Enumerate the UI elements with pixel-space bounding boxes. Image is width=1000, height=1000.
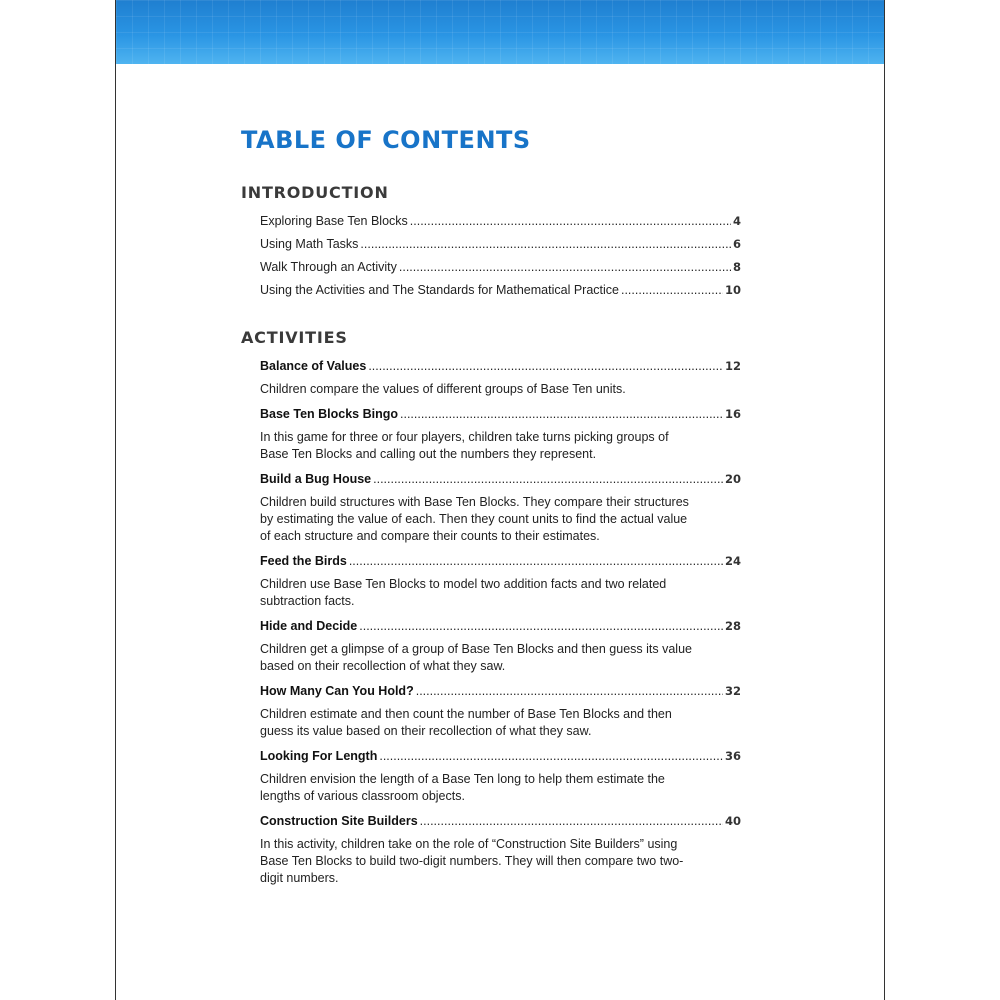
activity-entry bbox=[260, 407, 741, 463]
activity-title-row[interactable] bbox=[260, 619, 741, 639]
activity-title-row[interactable] bbox=[260, 359, 741, 379]
activity-page: 16 bbox=[724, 407, 741, 421]
activity-title-row[interactable] bbox=[260, 407, 741, 427]
toc-entry[interactable] bbox=[260, 237, 741, 260]
activity-title: Balance of Values bbox=[260, 359, 367, 373]
activity-description: Children get a glimpse of a group of Base Ten Blocks and then guess its value based on their recollection of what they saw. bbox=[260, 642, 692, 673]
activity-description: In this activity, children take on the role of “Construction Site Builders” using Base Ten Blocks to build two-digit numbers. They will then compare two two-digit numbers. bbox=[260, 837, 684, 885]
page-title: TABLE OF CONTENTS bbox=[241, 126, 531, 154]
activity-title-row[interactable] bbox=[260, 684, 741, 704]
activity-entry bbox=[260, 472, 741, 545]
dot-leader bbox=[360, 237, 731, 251]
toc-entry-page: 6 bbox=[732, 237, 741, 251]
activity-title: Feed the Birds bbox=[260, 554, 347, 568]
activity-title-row[interactable] bbox=[260, 472, 741, 492]
activity-page: 36 bbox=[724, 749, 741, 763]
activity-title: Base Ten Blocks Bingo bbox=[260, 407, 398, 421]
dot-leader bbox=[379, 749, 723, 763]
activities-heading: ACTIVITIES bbox=[241, 328, 348, 347]
activity-description: Children build structures with Base Ten Blocks. They compare their structures by estimating the value of each. Then they count units to find the actual value of each structure and compare their counts to their estimates. bbox=[260, 495, 689, 543]
activity-title: How Many Can You Hold? bbox=[260, 684, 414, 698]
activity-title-row[interactable] bbox=[260, 814, 741, 834]
activity-entry bbox=[260, 684, 741, 740]
document-page bbox=[115, 0, 885, 1000]
activity-description: Children use Base Ten Blocks to model two addition facts and two related subtraction facts. bbox=[260, 577, 667, 608]
dot-leader bbox=[410, 214, 731, 228]
activity-title-row[interactable] bbox=[260, 554, 741, 574]
activity-page: 20 bbox=[724, 472, 741, 486]
activities-list bbox=[260, 359, 741, 896]
activity-page: 40 bbox=[724, 814, 741, 828]
toc-entry-page: 8 bbox=[732, 260, 741, 274]
toc-entry[interactable] bbox=[260, 214, 741, 237]
activity-title: Build a Bug House bbox=[260, 472, 372, 486]
activity-entry bbox=[260, 359, 741, 398]
activity-title: Looking For Length bbox=[260, 749, 378, 763]
activity-description: In this game for three or four players, children take turns picking groups of Base Ten Blocks and calling out the numbers they represent. bbox=[260, 430, 669, 461]
dot-leader bbox=[400, 407, 723, 421]
toc-entry-title: Using the Activities and The Standards for Mathematical Practice bbox=[260, 283, 619, 297]
toc-entry-page: 10 bbox=[724, 283, 741, 297]
activity-entry bbox=[260, 814, 741, 887]
activity-title: Hide and Decide bbox=[260, 619, 358, 633]
dot-leader bbox=[399, 260, 731, 274]
activity-page: 24 bbox=[724, 554, 741, 568]
activity-entry bbox=[260, 619, 741, 675]
activity-description: Children estimate and then count the number of Base Ten Blocks and then guess its value based on their recollection of what they saw. bbox=[260, 707, 672, 738]
toc-entry[interactable] bbox=[260, 260, 741, 283]
activity-description: Children envision the length of a Base Ten long to help them estimate the lengths of various classroom objects. bbox=[260, 772, 665, 803]
dot-leader bbox=[420, 814, 723, 828]
toc-entry-page: 4 bbox=[732, 214, 741, 228]
dot-leader bbox=[349, 554, 723, 568]
activity-title-row[interactable] bbox=[260, 749, 741, 769]
introduction-list bbox=[260, 214, 741, 306]
introduction-heading: INTRODUCTION bbox=[241, 183, 389, 202]
dot-leader bbox=[368, 359, 723, 373]
dot-leader bbox=[359, 619, 723, 633]
dot-leader bbox=[621, 283, 723, 297]
activity-page: 32 bbox=[724, 684, 741, 698]
activity-title: Construction Site Builders bbox=[260, 814, 418, 828]
activity-entry bbox=[260, 749, 741, 805]
toc-entry-title: Exploring Base Ten Blocks bbox=[260, 214, 408, 228]
toc-entry-title: Walk Through an Activity bbox=[260, 260, 397, 274]
activity-page: 12 bbox=[724, 359, 741, 373]
dot-leader bbox=[416, 684, 723, 698]
toc-entry[interactable] bbox=[260, 283, 741, 306]
activity-description: Children compare the values of different groups of Base Ten units. bbox=[260, 382, 626, 396]
toc-entry-title: Using Math Tasks bbox=[260, 237, 359, 251]
dot-leader bbox=[373, 472, 723, 486]
activity-page: 28 bbox=[724, 619, 741, 633]
activity-entry bbox=[260, 554, 741, 610]
header-banner bbox=[116, 0, 884, 64]
